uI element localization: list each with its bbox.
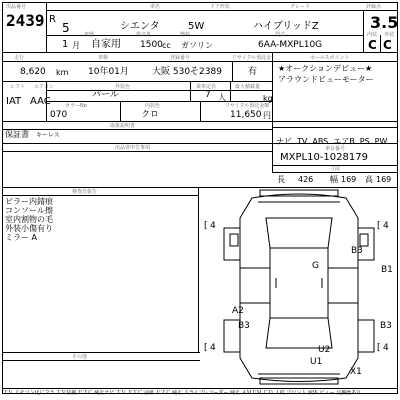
use: 自家用	[91, 39, 121, 50]
inspector-note: ピラー内錆痕	[5, 197, 53, 206]
seats-label: 乗車定員	[196, 84, 217, 90]
interior-score: C	[368, 38, 377, 52]
car-name: シエンタ	[120, 21, 160, 32]
inspector-notes	[5, 197, 53, 242]
mark-b1: B1	[381, 265, 393, 275]
air-conditioner: AAC	[30, 96, 51, 107]
lot-number: 2439	[6, 11, 45, 30]
tire-front-left: [	[204, 221, 208, 231]
width-label: 幅	[330, 175, 338, 184]
mark-x1: X1	[350, 367, 362, 377]
equipment-item: ABS	[312, 137, 329, 146]
notes-label: 出品者申告事項	[115, 145, 151, 151]
chassis-number: MXPL10-1028179	[280, 152, 368, 163]
tire-rear-left-value: 4	[210, 343, 216, 353]
shift: IAT	[6, 96, 22, 107]
fuel-label: 燃料	[180, 32, 191, 38]
chassis-label: 車台番号	[325, 146, 346, 152]
equipment-item: ナビ	[276, 137, 292, 146]
mark-a2: A2	[232, 306, 244, 316]
footer-notes: ＴＶ リモコン化にフラ ＴＶ装備 ＥＴＣ 純正ナビ ＴＶ ＥＴＣ 前席 ＥＴＣ 純正 ドライブレコーダー 純正 ＡＭＦＭ ＣＤ １枚 プロント 液体 ビュー 交換歴あり	[3, 390, 362, 396]
load-label: 最大積載量	[235, 84, 261, 90]
car-damage-diagram	[200, 188, 398, 386]
year-number: 5	[62, 21, 70, 35]
mark-g: G	[312, 261, 319, 271]
recycle-amount-label: リサイクル預託金額	[225, 103, 270, 109]
recycle-label: リサイクル預託金	[232, 55, 272, 61]
body-color: パール	[92, 90, 119, 100]
recycle-amount: 11,650	[230, 110, 262, 120]
inspection-date: 10年01月	[88, 67, 129, 77]
width-value: 169	[341, 175, 357, 184]
car-name-label: 車名	[150, 4, 161, 10]
sales-point-line-1: ★オークションデビュー★	[278, 64, 373, 73]
year-era: R	[49, 14, 56, 25]
int-label: 内装	[367, 32, 378, 38]
tire-front-right-value: 4	[383, 221, 389, 231]
height-label: 高	[365, 175, 373, 184]
trim-label: 内装色	[145, 103, 161, 109]
svg-text:[: [	[377, 343, 381, 353]
size-label: 寸法	[330, 166, 341, 172]
sales-point-label: セールスポイント	[310, 55, 350, 61]
ac-label: エアコン	[34, 84, 54, 90]
warranty: 保証書	[5, 130, 29, 139]
model-label: 型式	[275, 32, 286, 38]
sales-point-line-2: アラウンドビューモーター	[278, 75, 374, 84]
keyless: キーレス	[36, 132, 60, 139]
lot-label: 出品番号	[6, 4, 27, 10]
length-label: 長	[277, 175, 285, 184]
equipment-item: PW	[374, 137, 388, 146]
inspector-note: ミラー A	[5, 233, 38, 242]
plate-number: 大阪 530そ2389	[152, 67, 222, 77]
mark-b3-left: B3	[238, 321, 250, 331]
mileage: 8,620	[20, 67, 46, 77]
shift-label: シフト	[10, 84, 26, 90]
svg-text:[: [	[204, 343, 208, 353]
recycle-flag: 有	[248, 67, 258, 77]
length-value: 426	[298, 175, 314, 184]
color-label: 外装色	[115, 84, 131, 90]
equipment-item: PS	[359, 137, 370, 146]
cc-label: 排気量	[136, 32, 152, 38]
svg-text:[: [	[377, 221, 381, 231]
mark-b3-top: B3	[351, 246, 363, 256]
inspector-note: 室内割物の毛	[5, 215, 53, 224]
equipment-item: エアB	[333, 137, 355, 146]
inspector-label: 検査員報告	[72, 189, 98, 195]
inspector-note: コンソール擦	[5, 206, 53, 215]
month-unit: 月	[72, 41, 80, 50]
inspection-label: 車検	[98, 55, 109, 61]
model-code: 6AA-MXPL10G	[258, 40, 323, 50]
trim-color: クロ	[141, 110, 160, 120]
score-label: 評価点	[366, 4, 382, 10]
ext-label: 外装	[384, 32, 395, 38]
equipment-item: TV	[297, 137, 308, 146]
exterior-score: C	[383, 38, 392, 52]
use-label: 車歴	[84, 32, 95, 38]
recycle-amount-unit: 円	[263, 111, 271, 120]
mileage-label: 走行	[14, 55, 25, 61]
color-code-label: カラーNo	[65, 103, 87, 109]
mark-u2: U2	[318, 345, 331, 355]
load-unit: kg	[263, 94, 273, 103]
seating-capacity: 7	[205, 90, 211, 100]
displacement: 1500	[140, 40, 163, 50]
grade: ハイブリッドZ	[253, 21, 319, 32]
door-type: 5W	[188, 21, 205, 32]
auction-score: 3.5	[370, 13, 399, 32]
displacement-unit: cc	[162, 41, 171, 50]
mark-b3-right: B3	[380, 321, 392, 331]
inspector-note: 外装小傷有り	[5, 224, 53, 233]
plate-label: 登録番号	[170, 55, 191, 61]
grade-label: グレード	[290, 4, 311, 10]
other-label: その他	[72, 354, 88, 360]
mark-u1: U1	[310, 357, 323, 367]
month: 1	[62, 39, 69, 50]
color-code: 070	[50, 110, 68, 120]
height-value: 169	[376, 175, 392, 184]
tire-rear-right-value: 4	[383, 343, 389, 353]
tire-front-left-value: 4	[210, 221, 216, 231]
seats-unit: 人	[218, 93, 226, 102]
mileage-unit: km	[56, 68, 69, 77]
manual-label: 取扱説明書	[110, 123, 136, 129]
door-label: ドア形状	[210, 4, 230, 10]
fuel: ガソリン	[181, 41, 213, 50]
